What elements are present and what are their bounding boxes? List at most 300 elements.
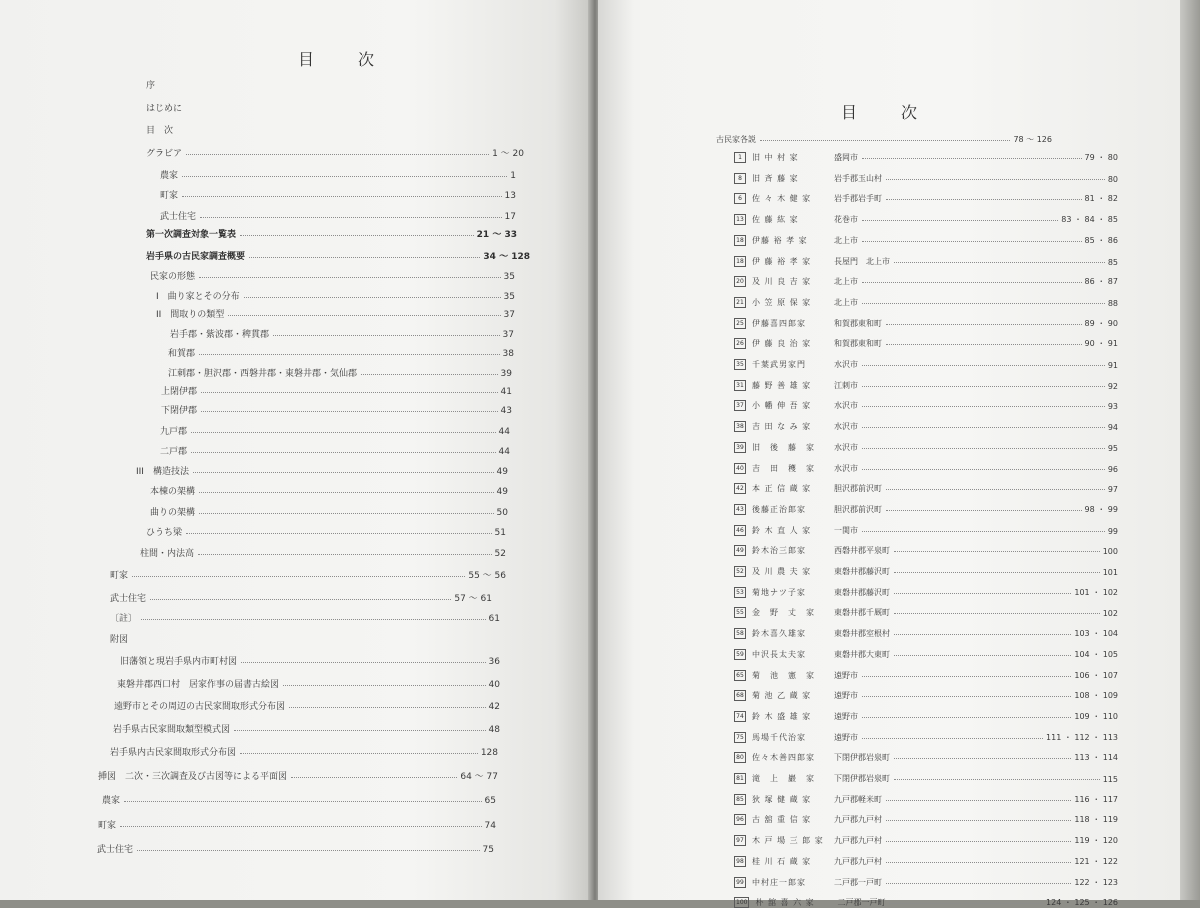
house-name: 旧 斉 藤 家: [752, 174, 799, 183]
entry-pages: 35: [503, 272, 515, 282]
house-location: 遠野市: [834, 691, 858, 700]
toc-entry: [114, 699, 500, 712]
dot-leader: [862, 220, 1058, 221]
dot-leader: [291, 777, 457, 778]
dot-leader: [240, 235, 474, 236]
toc-header-entry: [716, 134, 1052, 145]
house-location: 長屋門 北上市: [834, 257, 890, 266]
entry-label: 二戸郡: [160, 447, 188, 457]
toc-entry: [734, 545, 1118, 556]
house-number-box: 53: [734, 587, 746, 598]
entry-label: 〔註〕: [110, 614, 138, 624]
entry-pages: 49: [496, 467, 508, 477]
entry-label: [734, 835, 882, 846]
house-name: 菊 池 憲 家: [752, 671, 815, 680]
entry-label: [734, 587, 890, 598]
toc-entry: [734, 483, 1118, 494]
house-name: 旧 中 村 家: [752, 153, 799, 162]
dot-leader: [862, 303, 1105, 304]
dot-leader: [228, 315, 500, 316]
toc-entry: [734, 400, 1118, 411]
entry-label: 農家: [102, 796, 121, 806]
toc-entry: [110, 568, 506, 581]
dot-leader: [862, 241, 1082, 242]
entry-label: 岩手郡・紫波郡・稗貫郡: [170, 330, 270, 340]
entry-label: 下閉伊郡: [161, 406, 198, 416]
toc-entry: [734, 587, 1118, 598]
house-name: 菊 池 乙 蔵 家: [752, 691, 812, 700]
toc-entry: [110, 632, 128, 645]
dot-leader: [894, 779, 1100, 780]
toc-entry: [734, 670, 1118, 681]
entry-pages: 40: [488, 680, 500, 690]
dot-leader: [198, 554, 492, 555]
dot-leader: [862, 158, 1082, 159]
entry-pages: 13: [504, 191, 516, 201]
entry-pages: 78 ～ 126: [1013, 135, 1052, 144]
entry-pages: 101: [1102, 568, 1118, 577]
house-number-box: 46: [734, 525, 746, 536]
toc-entry: [97, 842, 494, 855]
house-name: 及 川 農 夫 家: [752, 567, 812, 576]
house-number-box: 98: [734, 856, 746, 867]
entry-label: 東磐井郡西口村 居家作事の届書古絵図: [117, 680, 280, 690]
entry-label: [734, 400, 858, 411]
entry-label: [734, 545, 890, 556]
entry-label: [734, 235, 858, 246]
toc-entry: [734, 711, 1118, 722]
house-name: 伊藤 裕 孝 家: [752, 236, 808, 245]
toc-entry: [156, 289, 515, 302]
entry-pages: 81 ・ 82: [1084, 194, 1118, 203]
house-name: 鈴 木 直 人 家: [752, 526, 812, 535]
dot-leader: [886, 820, 1071, 821]
toc-entry: [734, 421, 1118, 432]
dot-leader: [249, 257, 480, 258]
entry-label: 和賀郡: [168, 349, 196, 359]
entry-pages: 57 ～ 61: [454, 594, 492, 604]
dot-leader: [120, 826, 482, 827]
entry-label: 上閉伊郡: [161, 387, 198, 397]
entry-label: 武士住宅: [97, 845, 134, 855]
entry-label: [734, 173, 882, 184]
house-location: 水沢市: [834, 360, 858, 369]
left-page-title: [298, 47, 374, 70]
toc-entry: [734, 173, 1118, 184]
house-location: 花巻市: [834, 215, 858, 224]
toc-entry: [734, 607, 1118, 618]
entry-pages: 102: [1102, 609, 1118, 618]
house-name: 小 幡 伸 吾 家: [752, 401, 812, 410]
entry-pages: 49: [496, 487, 508, 497]
house-name: 吉 田 穫 家: [752, 464, 815, 473]
entry-label: 本棟の架構: [150, 487, 196, 497]
entry-label: 曲りの架構: [150, 508, 196, 518]
house-name: 伊 藤 裕 孝 家: [752, 257, 812, 266]
toc-entry: [734, 297, 1118, 308]
entry-pages: 43: [500, 406, 512, 416]
toc-entry: [734, 463, 1118, 474]
toc-entry: [150, 505, 508, 518]
entry-label: 目 次: [146, 126, 174, 136]
toc-entry: [117, 677, 500, 690]
toc-entry: [110, 745, 498, 758]
house-number-box: 42: [734, 483, 746, 494]
house-number-box: 20: [734, 276, 746, 287]
house-number-box: 59: [734, 649, 746, 660]
house-location: 水沢市: [834, 422, 858, 431]
entry-pages: 101 ・ 102: [1074, 588, 1118, 597]
toc-entry: [161, 403, 512, 416]
toc-entry: [734, 794, 1118, 805]
house-location: 下閉伊郡岩泉町: [834, 753, 890, 762]
toc-entry: [136, 464, 508, 477]
dot-leader: [862, 469, 1105, 470]
house-name: 千葉武男家門: [752, 360, 806, 369]
entry-label: 挿図 二次・三次調査及び古図等による平面図: [98, 772, 288, 782]
house-location: 胆沢郡前沢町: [834, 484, 882, 493]
entry-pages: 48: [488, 725, 500, 735]
house-location: 下閉伊郡岩泉町: [834, 774, 890, 783]
house-number-box: 52: [734, 566, 746, 577]
entry-pages: 37: [502, 330, 514, 340]
house-location: 東磐井郡藤沢町: [834, 567, 890, 576]
right-page: [598, 0, 1200, 907]
house-location: 盛岡市: [834, 153, 858, 162]
house-location: 二戸郡一戸町: [834, 878, 882, 887]
house-location: 水沢市: [834, 443, 858, 452]
entry-pages: 39: [500, 369, 512, 379]
entry-label: III 構造技法: [136, 467, 189, 477]
house-name: 伊藤喜四郎家: [752, 319, 806, 328]
entry-pages: 55 ～ 56: [468, 571, 506, 581]
dot-leader: [886, 344, 1082, 345]
entry-label: 岩手県の古民家調査概要: [146, 252, 246, 262]
house-name: 吉 田 な み 家: [752, 422, 812, 431]
entry-pages: 122 ・ 123: [1074, 878, 1118, 887]
toc-entry: [160, 209, 516, 222]
dot-leader: [283, 685, 486, 686]
dot-leader: [886, 883, 1071, 884]
dot-leader: [240, 753, 478, 754]
entry-pages: 116 ・ 117: [1074, 795, 1118, 804]
dot-leader: [182, 196, 502, 197]
toc-entry: [168, 346, 514, 359]
house-name: 及 川 良 吉 家: [752, 277, 812, 286]
toc-entry: [146, 101, 182, 114]
entry-pages: 44: [498, 427, 510, 437]
toc-entry: [160, 188, 516, 201]
entry-label: はじめに: [146, 104, 183, 114]
dot-leader: [886, 841, 1071, 842]
entry-pages: 61: [488, 614, 500, 624]
house-name: 古 舘 重 信 家: [752, 815, 812, 824]
entry-label: 序: [146, 81, 156, 91]
entry-label: 柱間・内法高: [140, 549, 195, 559]
toc-entry: [734, 380, 1118, 391]
dot-leader: [141, 619, 486, 620]
dot-leader: [862, 427, 1105, 428]
entry-label: [734, 690, 858, 701]
dot-leader: [186, 154, 489, 155]
house-name: 伊 藤 良 治 家: [752, 339, 812, 348]
house-location: 水沢市: [834, 464, 858, 473]
house-location: 一関市: [834, 526, 858, 535]
house-name: 後藤正治郎家: [752, 505, 806, 514]
toc-entry: [734, 338, 1118, 349]
house-location: 遠野市: [834, 733, 858, 742]
entry-pages: 41: [500, 387, 512, 397]
toc-entry: [110, 611, 500, 624]
toc-entry: [734, 442, 1118, 453]
house-location: 江刺市: [834, 381, 858, 390]
entry-pages: 42: [488, 702, 500, 712]
entry-label: 附図: [110, 635, 129, 645]
dot-leader: [862, 676, 1071, 677]
entry-pages: 115: [1102, 775, 1118, 784]
house-location: 和賀郡東和町: [834, 339, 882, 348]
title-char-2: 次: [901, 103, 918, 122]
entry-label: [734, 628, 890, 639]
house-name: 鈴木喜久雄家: [752, 629, 806, 638]
toc-entry: [160, 444, 510, 457]
house-number-box: 26: [734, 338, 746, 349]
toc-entry: [734, 152, 1118, 163]
toc-entry: [734, 835, 1118, 846]
toc-entry: [146, 249, 530, 262]
entry-label: 武士住宅: [160, 212, 197, 222]
toc-entry: [734, 814, 1118, 825]
entry-pages: 91: [1107, 361, 1118, 370]
toc-entry: [146, 525, 506, 538]
house-location: 胆沢郡前沢町: [834, 505, 882, 514]
house-number-box: 8: [734, 173, 746, 184]
entry-label: 武士住宅: [110, 594, 147, 604]
house-number-box: 18: [734, 256, 746, 267]
entry-pages: 85: [1107, 258, 1118, 267]
house-number-box: 65: [734, 670, 746, 681]
toc-entry: [734, 256, 1118, 267]
house-name: 中沢長太夫家: [752, 650, 806, 659]
house-name: 中村庄一郎家: [752, 878, 806, 887]
entry-pages: 109 ・ 110: [1074, 712, 1118, 721]
entry-label: [734, 463, 858, 474]
entry-pages: 121 ・ 122: [1074, 857, 1118, 866]
toc-entry: [120, 654, 500, 667]
entry-pages: 85 ・ 86: [1084, 236, 1118, 245]
entry-label: ひうち梁: [146, 528, 183, 538]
house-number-box: 58: [734, 628, 746, 639]
dot-leader: [124, 801, 482, 802]
dot-leader: [886, 199, 1082, 200]
entry-pages: 35: [503, 292, 515, 302]
house-number-box: 100: [736, 899, 748, 906]
entry-pages: 38: [502, 349, 514, 359]
entry-label: 町家: [110, 571, 129, 581]
house-number-box: 13: [734, 214, 746, 225]
entry-pages: 79 ・ 80: [1084, 153, 1118, 162]
entry-pages: 96: [1107, 465, 1118, 474]
entry-label: [734, 732, 858, 743]
title-char-2: 次: [358, 50, 375, 69]
entry-label: [734, 856, 882, 867]
house-location: 東磐井郡千厩町: [834, 608, 890, 617]
entry-label: 九戸郡: [160, 427, 188, 437]
entry-label: [734, 711, 858, 722]
house-number-box: 99: [734, 877, 746, 888]
toc-entry: [160, 168, 516, 181]
entry-label: [734, 607, 890, 618]
title-char-1: 目: [298, 50, 315, 69]
toc-entry: [734, 318, 1118, 329]
entry-label: [734, 525, 858, 536]
dot-leader: [894, 634, 1071, 635]
entry-label: [734, 359, 858, 370]
entry-pages: 89 ・ 90: [1084, 319, 1118, 328]
house-name: 本 正 信 蔵 家: [752, 484, 812, 493]
dot-leader: [244, 297, 501, 298]
house-location: 岩手郡岩手町: [834, 194, 882, 203]
dot-leader: [886, 510, 1082, 511]
house-number-box: 39: [734, 442, 746, 453]
dot-leader: [886, 324, 1082, 325]
dot-leader: [199, 513, 494, 514]
dot-leader: [182, 176, 507, 177]
house-location: 遠野市: [834, 712, 858, 721]
entry-pages: 118 ・ 119: [1074, 815, 1118, 824]
entry-pages: 74: [484, 821, 496, 831]
toc-entry: [734, 214, 1118, 225]
entry-pages: 50: [496, 508, 508, 518]
entry-pages: 93: [1107, 402, 1118, 411]
entry-pages: 90 ・ 91: [1084, 339, 1118, 348]
dot-leader: [191, 432, 496, 433]
entry-label: [734, 483, 882, 494]
house-name: 菊地ナツ子家: [752, 588, 806, 597]
entry-pages: 80: [1107, 175, 1118, 184]
entry-pages: 99: [1107, 527, 1118, 536]
house-number-box: 25: [734, 318, 746, 329]
entry-label: I 曲り家とその分布: [156, 292, 240, 302]
entry-pages: 111 ・ 112 ・ 113: [1046, 733, 1118, 742]
entry-pages: 103 ・ 104: [1074, 629, 1118, 638]
dot-leader: [361, 374, 498, 375]
dot-leader: [894, 551, 1100, 552]
dot-leader: [894, 655, 1071, 656]
toc-entry: [146, 78, 155, 91]
house-name: 小 笠 原 保 家: [752, 298, 812, 307]
entry-pages: 34 ～ 128: [483, 252, 530, 262]
entry-label: 町家: [98, 821, 117, 831]
dot-leader: [273, 335, 500, 336]
entry-label: [734, 214, 858, 225]
entry-pages: 97: [1107, 485, 1118, 494]
entry-label: 岩手県古民家間取類型模式図: [113, 725, 231, 735]
dot-leader: [193, 472, 494, 473]
toc-entry: [734, 649, 1118, 660]
toc-entry: [734, 773, 1118, 784]
entry-pages: 51: [494, 528, 506, 538]
house-number-box: 43: [734, 504, 746, 515]
entry-pages: 119 ・ 120: [1074, 836, 1118, 845]
house-name: 金 野 丈 家: [752, 608, 815, 617]
entry-pages: 21 ～ 33: [476, 230, 517, 240]
house-location: 水沢市: [834, 401, 858, 410]
house-location: 九戸郡九戸村: [834, 815, 882, 824]
house-number-box: 49: [734, 545, 746, 556]
dot-leader: [894, 758, 1071, 759]
house-location: 北上市: [834, 298, 858, 307]
entry-pages: 1: [510, 171, 516, 181]
page-edge: [1180, 0, 1200, 900]
dot-leader: [760, 140, 1010, 141]
house-location: 北上市: [834, 277, 858, 286]
entry-pages: 44: [498, 447, 510, 457]
house-name: 藤 野 善 雄 家: [752, 381, 812, 390]
toc-entry: [734, 897, 1118, 908]
house-number-box: 6: [734, 193, 746, 204]
dot-leader: [862, 738, 1043, 739]
dot-leader: [191, 452, 496, 453]
house-number-box: 38: [734, 421, 746, 432]
entry-label: [734, 897, 885, 908]
dot-leader: [186, 533, 492, 534]
house-name: 旧 後 藤 家: [752, 443, 815, 452]
toc-entry: [734, 525, 1118, 536]
house-number-box: 55: [734, 607, 746, 618]
house-number-box: 21: [734, 297, 746, 308]
dot-leader: [862, 386, 1105, 387]
entry-pages: 106 ・ 107: [1074, 671, 1118, 680]
dot-leader: [199, 354, 500, 355]
entry-pages: 100: [1102, 547, 1118, 556]
dot-leader: [886, 489, 1105, 490]
toc-entry: [734, 628, 1118, 639]
entry-label: [734, 421, 858, 432]
toc-entry: [98, 769, 498, 782]
house-number-box: 68: [734, 690, 746, 701]
dot-leader: [199, 277, 501, 278]
house-location: 二戸郡一戸町: [837, 898, 886, 907]
entry-label: [734, 318, 882, 329]
entry-label: 遠野市とその周辺の古民家間取形式分布図: [114, 702, 286, 712]
entry-label: [734, 566, 890, 577]
dot-leader: [241, 662, 486, 663]
dot-leader: [201, 411, 498, 412]
entry-label: [734, 256, 890, 267]
dot-leader: [862, 448, 1105, 449]
dot-leader: [889, 903, 1043, 904]
house-name: 滝 上 巖 家: [752, 774, 815, 783]
toc-entry: [98, 818, 496, 831]
dot-leader: [894, 613, 1100, 614]
house-name: 鈴 木 盛 雄 家: [752, 712, 812, 721]
house-number-box: 37: [734, 400, 746, 411]
entry-label: 旧藩領と現岩手県内市町村図: [120, 657, 238, 667]
toc-entry: [150, 269, 515, 282]
right-page-title: [841, 100, 917, 123]
house-name: 桂 川 石 蔵 家: [752, 857, 812, 866]
entry-label: [734, 442, 858, 453]
toc-entry: [146, 227, 517, 240]
house-name: 佐 藤 紘 家: [752, 215, 799, 224]
entry-pages: 36: [488, 657, 500, 667]
entry-pages: 128: [480, 748, 498, 758]
entry-pages: 92: [1107, 382, 1118, 391]
house-number-box: 96: [734, 814, 746, 825]
entry-pages: 88: [1107, 299, 1118, 308]
toc-entry: [113, 722, 500, 735]
